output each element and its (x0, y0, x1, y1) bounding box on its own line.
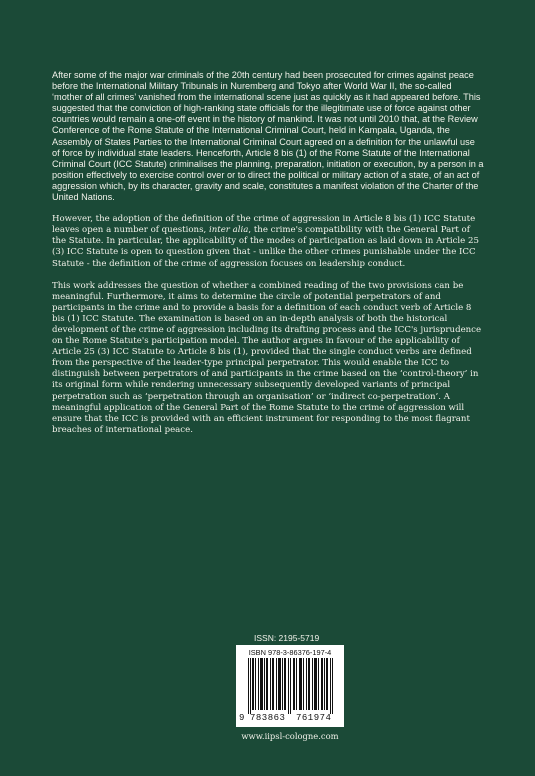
barcode (236, 645, 344, 727)
blurb-paragraph-3: This work addresses the question of whether a combined reading of the two provisions can be meaningful. Furthermore, it aims to determine the circle of potential perpetrators of and participants in the crime and to provide a basis for a definition of each conduct verb of Article 8 bis (1) ICC Statute. The examination is based on an in-depth analysis of both the historical development of the crime of aggression including its drafting process and the ICC's jurisprudence on the Rome Statute's participation model. The author argues in favour of the applicability of Article 25 (3) ICC Statute to Article 8 bis (1), provided that the single conduct verbs are defined from the perspective of the leader-type principal perpetrator. This would enable the ICC to distinguish between perpetrators of and participants in the crime based on the ‘control-theory’ in its original form while rendering unnecessary subsequently developed variants of principal perpetration such as ‘perpetration through an organisation’ or ‘indirect co-perpetration’. A meaningful application of the General Part of the Rome Statute to the crime of aggression will ensure that the ICC is provided with an efficient instrument for responding to the most flagrant breaches of international peace. (52, 280, 482, 435)
blurb-text (52, 70, 484, 447)
blurb-paragraph-2-italic: inter alia (208, 225, 249, 236)
isbn-label: ISBN 978-3-86376-197-4 (248, 648, 332, 657)
publisher-website: www.iipsl-cologne.com (241, 731, 339, 741)
blurb-paragraph-2-end: , the crime's compatibility with the General Part of the Statute. In particular, the applicability of the modes of participation as laid down in Article 25 (3) ICC Statute is open to question given that - unlike the other crimes punishable under the ICC Statute - the definition of the crime of aggression focuses on leadership conduct. (52, 225, 479, 269)
barcode-digits-right: 761974 (296, 713, 332, 723)
barcode-bars (236, 658, 344, 714)
issn-label: ISSN: 2195-5719 (254, 633, 320, 643)
blurb-paragraph-1: After some of the major war criminals of the 20th century had been prosecuted for crimes against peace before the International Military Tribunals in Nuremberg and Tokyo after World War II, the so-called ‘mother of all crimes’ vanished from the international scene just as quickly as it had appeared before. This suggested that the conviction of high-ranking state officials for the illegitimate use of force against other countries would remain a one-off event in the history of mankind. It was not until 2010 that, at the Review Conference of the Rome Statute of the International Criminal Court, held in Kampala, Uganda, the Assembly of States Parties to the International Criminal Court agreed on a definition for the unlawful use of force by individual state leaders. Henceforth, Article 8 bis (1) of the Rome Statute of the International Criminal Court (ICC Statute) criminalises the planning, preparation, initiation or execution, by a person in a position effectively to exercise control over or to direct the political or military action of a state, of an act of aggression which, by its character, gravity and scale, constitutes a manifest violation of the Charter of the United Nations. (52, 70, 484, 203)
blurb-paragraph-2-start: However, the adoption of the definition of the crime of aggression in Article 8 bis (1) ICC Statute leaves open a number of questions, (52, 214, 476, 236)
barcode-digit-first: 9 (239, 713, 245, 723)
blurb-paragraph-2 (52, 214, 484, 269)
barcode-digits-left: 783863 (250, 713, 286, 723)
